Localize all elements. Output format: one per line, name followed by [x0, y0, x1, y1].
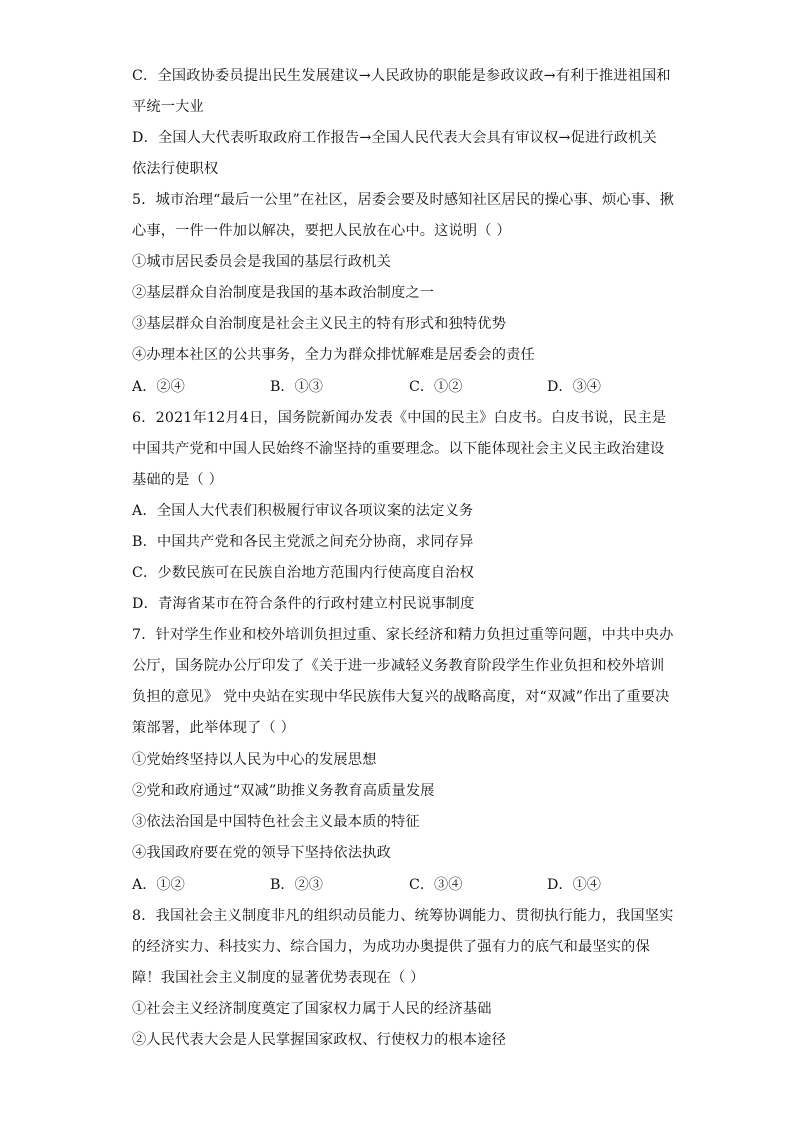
q5-statement-4: ④办理本社区的公共事务，全力为群众排忧解难是居委会的责任 [132, 347, 535, 363]
q7-options [132, 875, 692, 895]
q5-stem-line2: 心事，一件一件加以解决，要把人民放在心中。这说明（ ） [132, 223, 511, 239]
q5-statement-1: ①城市居民委员会是我国的基层行政机关 [132, 254, 391, 270]
q6-option-a[interactable]: A．全国人大代表们积极履行审议各项议案的法定义务 [132, 503, 474, 519]
q5-option-c[interactable]: C．①② [409, 379, 463, 395]
q6-option-d[interactable]: D．青海省某市在符合条件的行政村建立村民说事制度 [132, 596, 475, 612]
q5-option-a[interactable]: A．②④ [132, 379, 185, 395]
q7-option-b[interactable]: B．②③ [270, 877, 323, 893]
q7-statement-4: ④我国政府要在党的领导下坚持依法执政 [132, 845, 391, 861]
q8-statement-2: ②人民代表大会是人民掌握国家政权、行使权力的根本途径 [132, 1032, 507, 1048]
q7-stem-line2: 公厅，国务院办公厅印发了《关于进一步减轻义务教育阶段学生作业负担和校外培训 [132, 658, 665, 674]
q7-option-c[interactable]: C．③④ [409, 877, 463, 893]
q6-option-b[interactable]: B．中国共产党和各民主党派之间充分协商，求同存异 [132, 534, 474, 550]
q5-option-d[interactable]: D．③④ [547, 379, 601, 395]
q5-options [132, 377, 692, 397]
q6-stem-line2: 中国共产党和中国人民始终不渝坚持的重要理念。以下能体现社会主义民主政治建设 [132, 441, 665, 457]
q4-option-c-line2: 平统一大业 [132, 99, 204, 115]
q5-option-b[interactable]: B．①③ [270, 379, 323, 395]
q5-stem-line1: 5．城市治理“最后一公里”在社区，居委会要及时感知社区居民的操心事、烦心事、揪 [132, 192, 675, 208]
q5-statement-2: ②基层群众自治制度是我国的基本政治制度之一 [132, 285, 435, 301]
q7-stem-line1: 7．针对学生作业和校外培训负担过重、家长经济和精力负担过重等问题，中共中央办 [132, 627, 674, 643]
q7-option-a[interactable]: A．①② [132, 877, 185, 893]
q8-statement-1: ①社会主义经济制度奠定了国家权力属于人民的经济基础 [132, 1001, 492, 1017]
q4-option-d-line1: D．全国人大代表听取政府工作报告→全国人民代表大会具有审议权→促进行政机关 [132, 130, 657, 146]
q5-statement-3: ③基层群众自治制度是社会主义民主的特有形式和独特优势 [132, 316, 507, 332]
q7-statement-1: ①党始终坚持以人民为中心的发展思想 [132, 752, 377, 768]
q8-stem-line3: 障！我国社会主义制度的显著优势表现在（ ） [132, 970, 425, 986]
q6-stem-line1: 6．2021年12月4日，国务院新闻办发表《中国的民主》白皮书。白皮书说，民主是 [132, 410, 667, 426]
q7-statement-2: ②党和政府通过“双减”助推义务教育高质量发展 [132, 783, 435, 799]
q6-option-c[interactable]: C．少数民族可在民族自治地方范围内行使高度自治权 [132, 565, 474, 581]
q8-stem-line2: 的经济实力、科技实力、综合国力，为成功办奥提供了强有力的底气和最坚实的保 [132, 939, 650, 955]
q7-stem-line4: 策部署，此举体现了（ ） [132, 720, 295, 736]
q7-option-d[interactable]: D．①④ [547, 877, 601, 893]
q8-stem-line1: 8．我国社会主义制度非凡的组织动员能力、统筹协调能力、贯彻执行能力，我国坚实 [132, 908, 674, 924]
q7-stem-line3: 负担的意见》 党中央站在实现中华民族伟大复兴的战略高度，对“双减”作出了重要决 [132, 689, 670, 705]
q7-statement-3: ③依法治国是中国特色社会主义最本质的特征 [132, 814, 420, 830]
q4-option-d-line2: 依法行使职权 [132, 161, 219, 177]
q4-option-c-line1: C．全国政协委员提出民生发展建议→人民政协的职能是参政议政→有利于推进祖国和 [132, 68, 671, 84]
q6-stem-line3: 基础的是（ ） [132, 472, 224, 488]
